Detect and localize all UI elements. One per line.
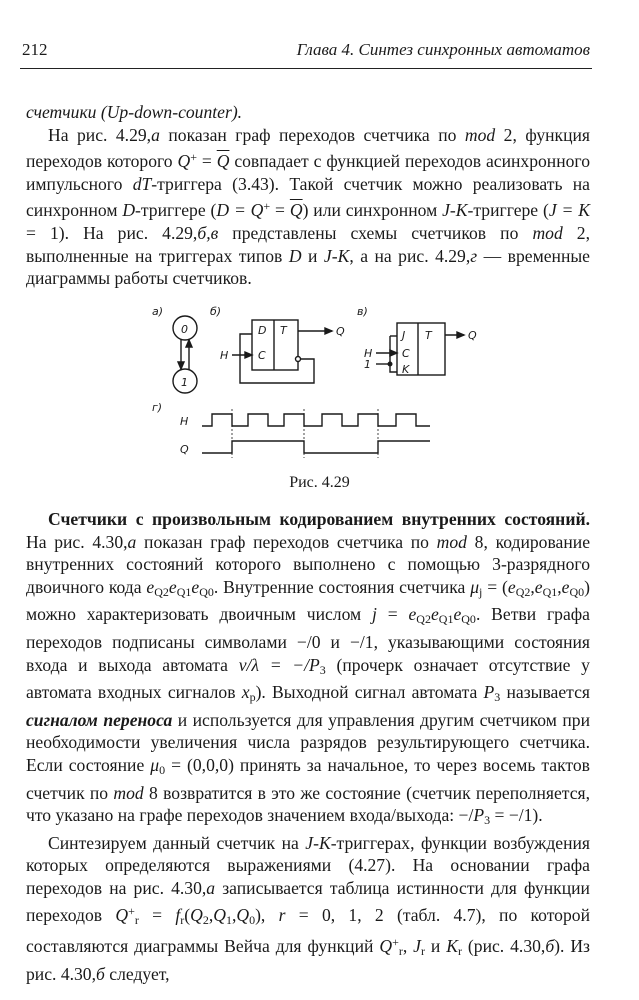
figure-caption: Рис. 4.29	[289, 474, 350, 491]
chapter-title: Глава 4. Синтез синхронных автоматов	[296, 40, 590, 59]
header-rule	[20, 68, 592, 69]
page-number: 212	[22, 40, 48, 59]
in-1-label: 1	[364, 358, 371, 371]
wave-h-label: H	[180, 415, 189, 428]
fig-label-b: б)	[210, 305, 222, 318]
para-jk-synthesis: Синтезируем данный счетчик на J-K-триггерах, функции возбуждения которых определяются выражениями (4.27). На основании графа переходов на рис. 4.30,а записывается таблица истинности для функции переходов $Q^+_r = f_r(Q_2,Q_1,Q_0)$, r = 0, 1, 2 (табл. 4.7), по которой составляются диаграммы Вейча для функций $Q^+_r$, $J_r$ и $K_r$ (рис. 4.30,б). Из рис. 4.30,б следует,	[26, 832, 591, 984]
para-continuation: счетчики (Up-down-counter).	[26, 102, 243, 122]
figure-4-29	[150, 293, 490, 463]
ff-t2-label: T	[425, 329, 432, 342]
in-h2-label: H	[364, 347, 373, 360]
para-arbitrary-coding: Счетчики с произвольным кодированием внутренних состояний. На рис. 4.30,а показан граф переходов счетчика по mod 8, кодирование внутренних состояний которого выполнено с помощью 3-разрядного двоичного кода $e_{Q2}e_{Q1}e_{Q0}$. Внутренние состояния счетчика $\mu_j = (e_{Q2},e_{Q1},e_{Q0})$ можно характеризовать двоичным числом $j = e_{Q2}e_{Q1}e_{Q0}$. Ветви графа переходов подписаны символами −/0 и −/1, указывающими состояния входа и выхода автомата $\nu/\lambda = -/P_3$ (прочерк означает отсутствие у автомата входных сигналов $x_p$). Выходной сигнал автомата $P_3$ называется сигналом переноса и используется для управления другим счетчиком при необходимости увеличения числа разрядов результирующего счетчика. Если состояние $\mu_0 = (0,0,0)$ принять за начальное, то через восемь тактов счетчик по mod 8 возвратится в это же состояние (счетчик переполняется, что указано на графе переходов значением входа/выхода: $-/P_3 = -/1$).	[26, 509, 591, 828]
para-mod2-counter: На рис. 4.29,а показан граф переходов счетчика по mod 2, функция переходов которого $Q^+ = \overline{Q}$ совпадает с функцией переходов асинхронного импульсного dT-триггера (3.43). Такой счетчик можно реализовать на синхронном D-триггере $(D = Q^+ = \overline{Q})$ или синхронном J-K-триггере (J = K = 1). На рис. 4.29,б,в представлены схемы счетчиков по mod 2, выполненные на триггерах типов D и J-K, а на рис. 4.29,г — временные диаграммы работы счетчиков.	[26, 124, 591, 289]
out-q-label: Q	[336, 325, 345, 338]
ff-j-label: J	[402, 329, 406, 342]
ff-k-label: K	[402, 363, 410, 376]
bottom-text-block	[26, 508, 590, 985]
ff-d-label: D	[258, 324, 267, 337]
fig-label-v: в)	[357, 305, 368, 318]
state-1-label: 1	[181, 376, 188, 389]
state-0-label: 0	[181, 323, 188, 336]
fig-label-a: а)	[152, 305, 164, 318]
waveform-Q	[202, 441, 430, 453]
fig-label-g: г)	[152, 401, 163, 414]
in-h-label: H	[220, 349, 229, 362]
waveform-H	[202, 414, 430, 426]
top-text-block	[26, 101, 590, 290]
running-header	[22, 40, 590, 66]
ff-t-label: T	[280, 324, 287, 337]
out-q2-label: Q	[468, 329, 477, 342]
ff-c-label: C	[258, 349, 266, 362]
ff-c2-label: C	[402, 347, 410, 360]
wave-q-label: Q	[180, 443, 189, 456]
